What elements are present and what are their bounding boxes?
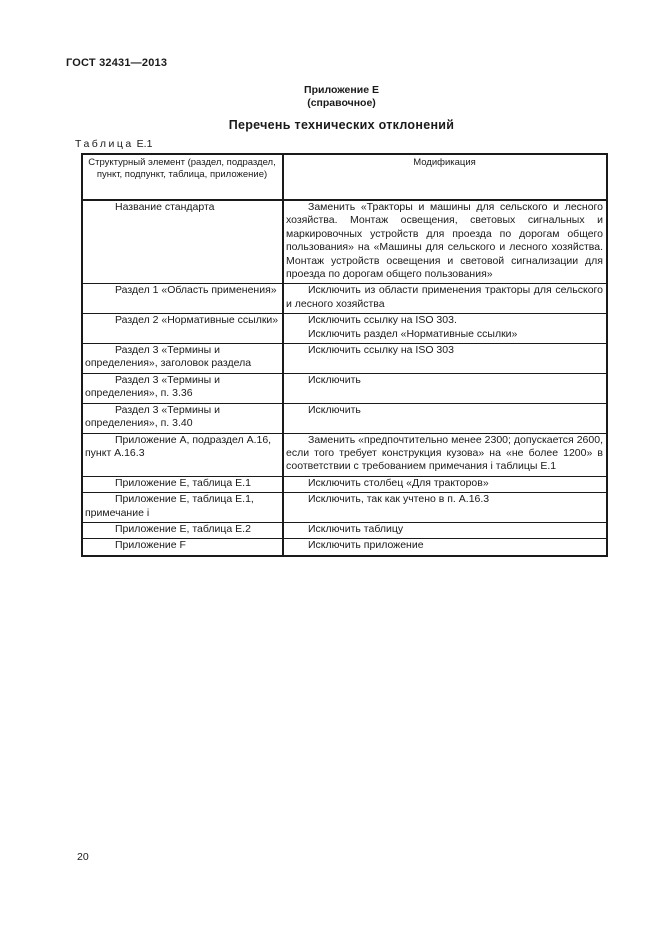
element-text: Раздел 3 «Термины и определения», заголовок раздела [85,344,252,370]
gost-document-number: ГОСТ 32431—2013 [66,57,168,69]
page-title: Перечень технических отклонений [228,118,455,132]
page-number: 20 [77,851,89,863]
table-row [82,493,607,523]
modification-cell [283,200,607,284]
modification-paragraph: Исключить ссылку на ISO 303. [308,314,457,327]
table-row [82,344,607,374]
modification-paragraph: Исключить [308,403,361,416]
modification-paragraph: Исключить приложение [308,539,424,552]
element-cell [82,476,283,492]
table-header-row [82,154,607,200]
element-text: Приложение Е, таблица Е.2 [115,522,251,535]
modification-paragraph: Заменить «предпочтительно менее 2300; допускается 2600, если того требует конструкция кузова» на «не более 1200» в соответствии с требованием примечания i таблицы Е.1 [286,433,603,473]
column-header-structural-element: Структурный элемент (раздел, подраздел, пункт, подпункт, таблица, приложение) [82,154,283,200]
table-row [82,433,607,476]
table-row [82,284,607,314]
table-caption-word: Таблица [75,138,134,150]
element-cell [82,284,283,314]
modification-cell [283,403,607,433]
deviations-table [81,153,608,557]
table-row [82,476,607,492]
element-text: Раздел 1 «Область применения» [115,284,277,297]
page-content [75,84,608,557]
modification-cell [283,539,607,556]
element-text: Раздел 3 «Термины и определения», п. 3.40 [85,403,220,430]
element-cell [82,433,283,476]
table-row [82,373,607,403]
element-cell [82,200,283,284]
annex-label: Приложение Е [304,84,379,96]
element-text: Приложение Е, таблица Е.1 [115,476,251,489]
deviations-table-body [82,200,607,556]
table-row [82,200,607,284]
modification-paragraph: Исключить ссылку на ISO 303 [308,344,454,357]
table-row [82,522,607,538]
table-caption [75,138,608,150]
modification-cell [283,476,607,492]
table-row [82,403,607,433]
element-text: Приложение Е, таблица Е.1, примечание i [85,493,254,519]
element-text: Раздел 2 «Нормативные ссылки» [115,314,279,327]
modification-cell [283,493,607,523]
modification-paragraph: Исключить [308,373,361,386]
table-row [82,539,607,556]
column-header-modification: Модификация [283,154,607,200]
modification-paragraph: Исключить таблицу [308,522,404,535]
element-text: Раздел 3 «Термины и определения», п. 3.36 [85,373,220,400]
modification-cell [283,344,607,374]
annex-type: (справочное) [307,96,376,109]
modification-cell [283,373,607,403]
modification-paragraph: Исключить столбец «Для тракторов» [308,476,489,489]
element-cell [82,522,283,538]
element-text: Приложение А, подраздел А.16, пункт А.16.3 [85,433,272,459]
element-cell [82,344,283,374]
element-text: Приложение F [115,539,186,552]
element-cell [82,373,283,403]
table-row [82,314,607,344]
modification-paragraph: Исключить, так как учтено в п. А.16.3 [308,493,490,506]
modification-paragraph: Заменить «Тракторы и машины для сельского и лесного хозяйства. Монтаж освещения, световых сигнальных и маркировочных устройств для проезда по дорогам общего пользования» на «Машины для сельского и лесного хозяйства. Монтаж устройств освещения и световой сигнализации для проезда по дорогам общего пользования» [286,201,603,281]
element-text: Название стандарта [115,201,215,213]
modification-cell [283,522,607,538]
element-cell [82,403,283,433]
modification-paragraph: Исключить из области применения тракторы для сельского и лесного хозяйства [286,284,603,310]
modification-cell [283,433,607,476]
element-cell [82,493,283,523]
element-cell [82,314,283,344]
element-cell [82,539,283,556]
modification-cell [283,314,607,344]
table-caption-number: Е.1 [136,138,153,150]
modification-paragraph: Исключить раздел «Нормативные ссылки» [308,327,518,340]
modification-cell [283,284,607,314]
